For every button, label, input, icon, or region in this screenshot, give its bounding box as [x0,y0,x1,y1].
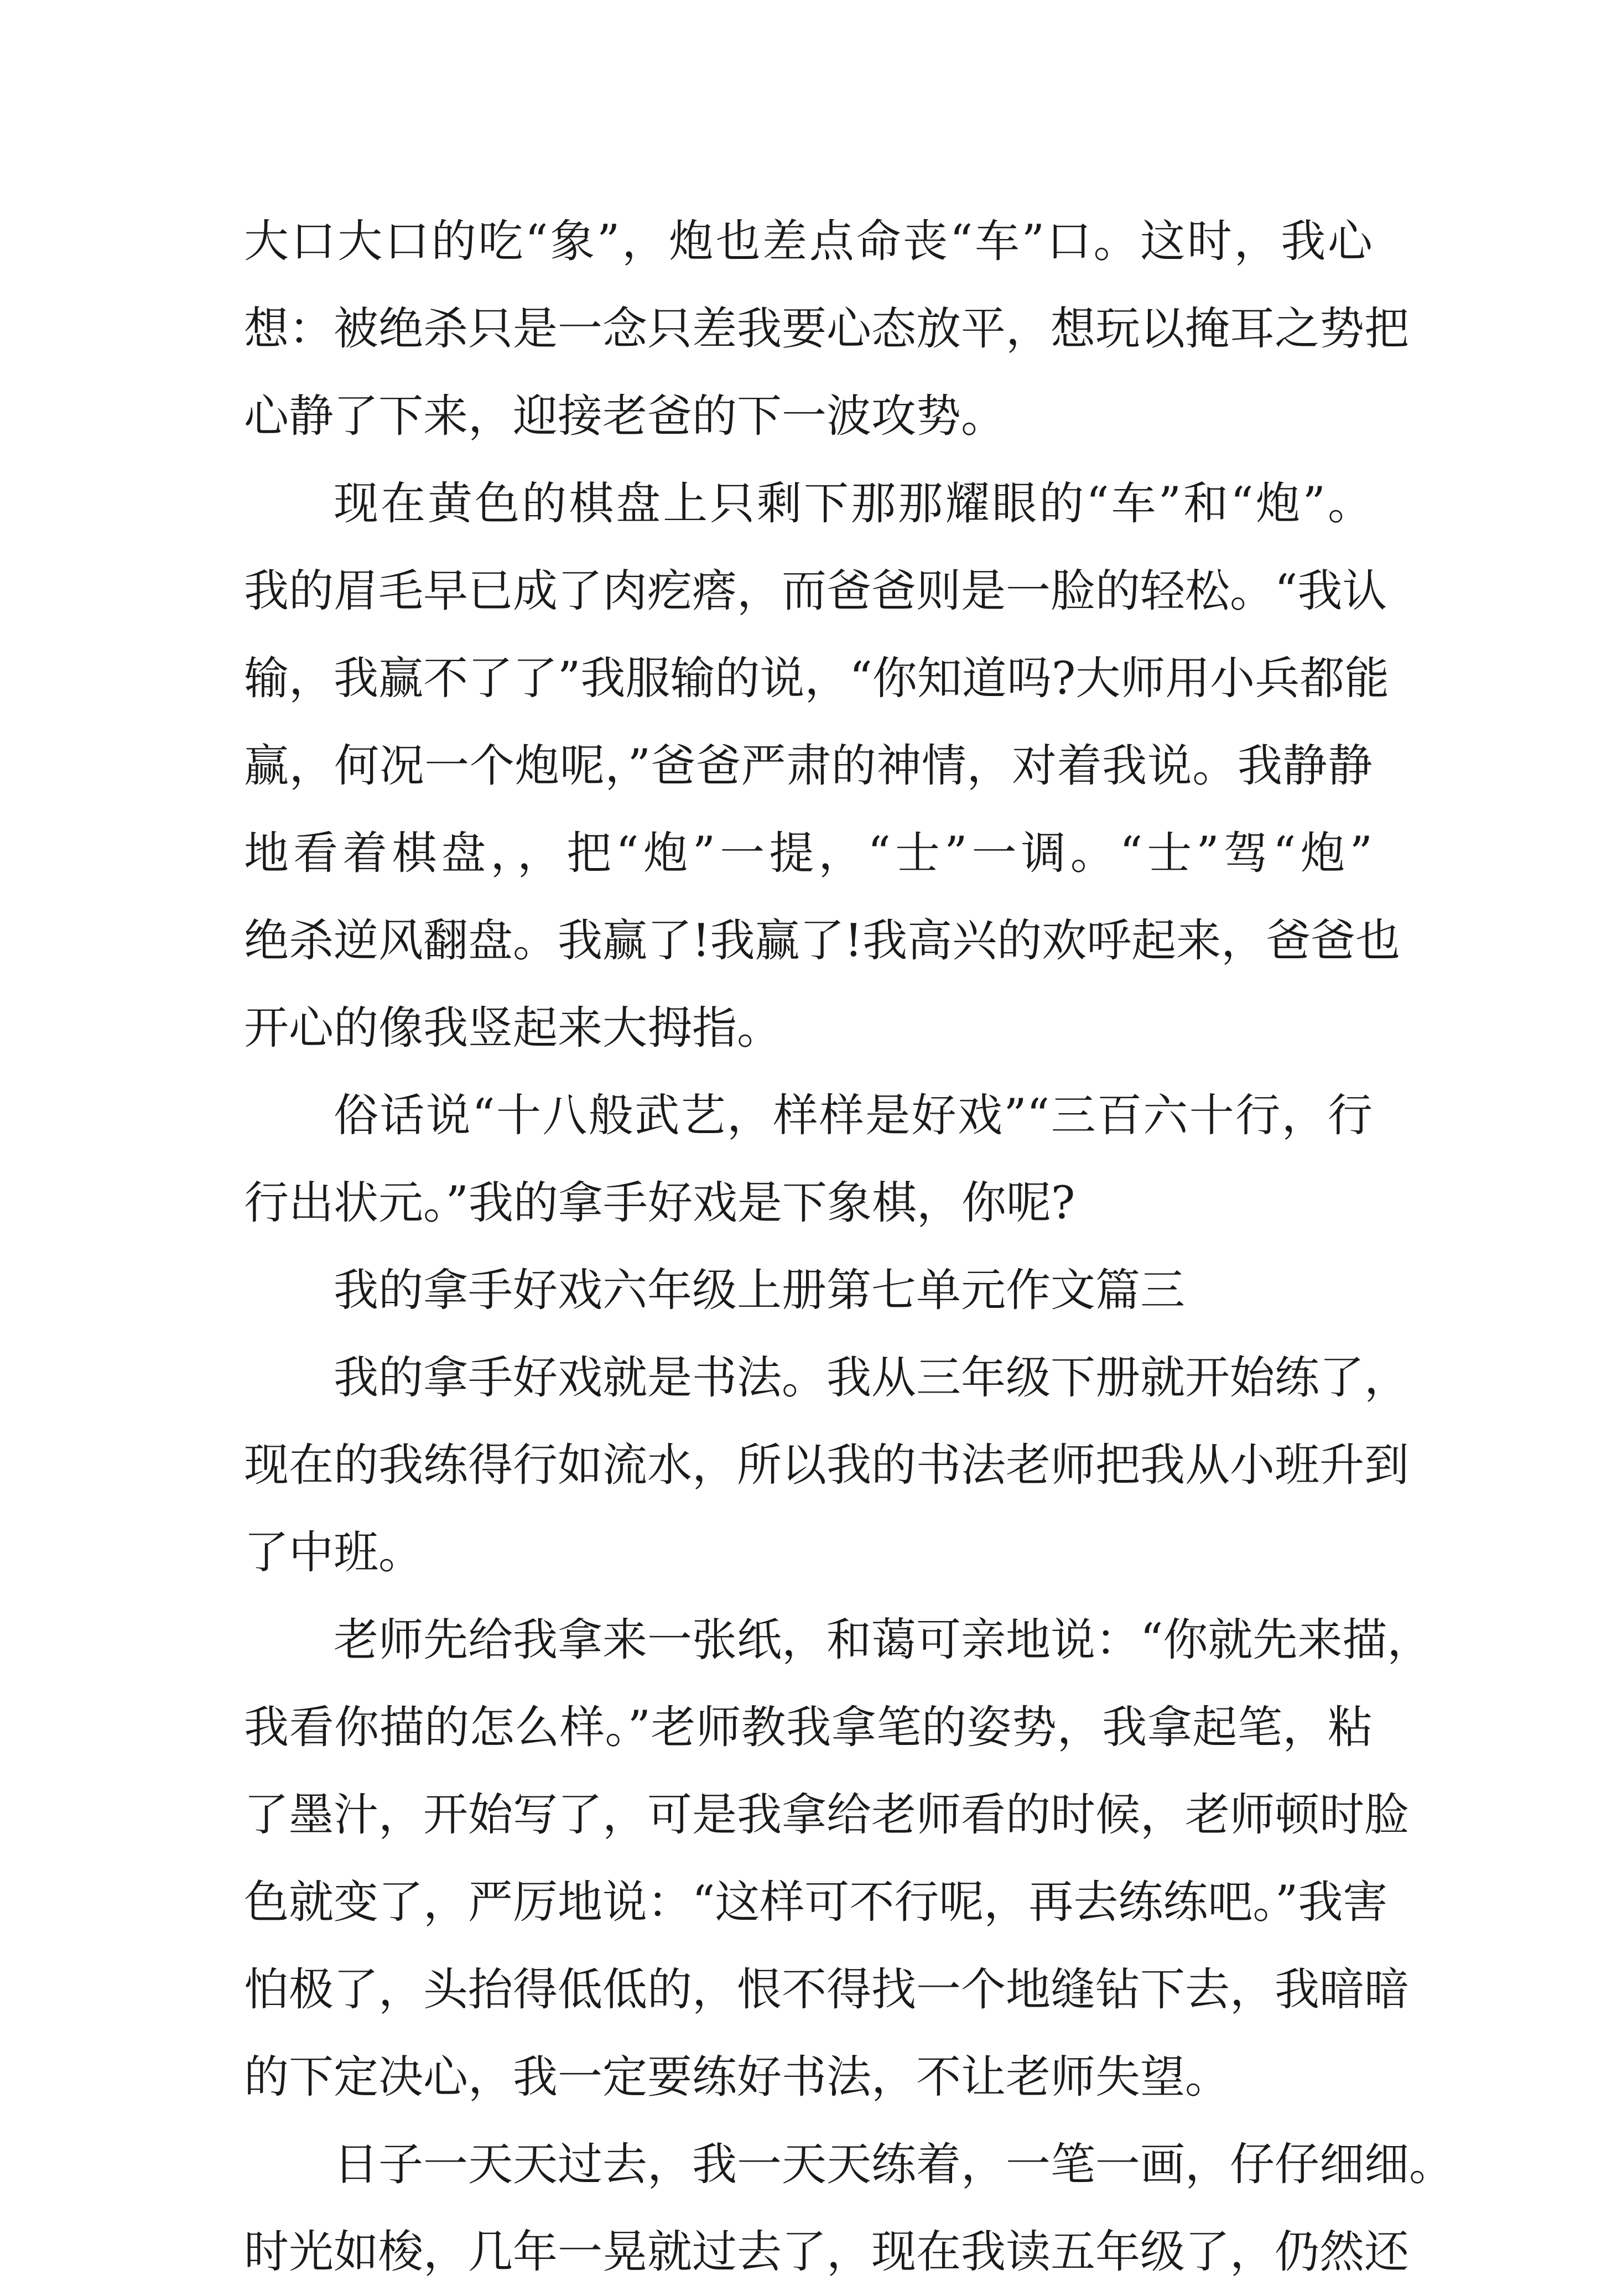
paragraph-start-line: 俗话说“十八般武艺，样样是好戏”“三百六十行，行 [334,1090,1373,1142]
paragraph-start-line: 老师先给我拿来一张纸，和蔼可亲地说：“你就先来描， [334,1614,1432,1666]
text-line: 的下定决心，我一定要练好书法，不让老师失望。 [244,2051,1230,2103]
text-line: 行出状元。”我的拿手好戏是下象棋，你呢? [244,1177,1075,1229]
text-line: 时光如梭，几年一晃就过去了，现在我读五年级了，仍然还 [244,2226,1410,2278]
text-line: 怕极了，头抬得低低的，恨不得找一个地缝钻下去，我暗暗 [244,1964,1410,2016]
text-line: 了墨汁，开始写了，可是我拿给老师看的时候，老师顿时脸 [244,1789,1410,1841]
text-line: 赢，何况一个炮呢，”爸爸严肃的神情，对着我说。我静静 [244,740,1373,792]
text-line: 绝杀逆风翻盘。我赢了!我赢了!我高兴的欢呼起来，爸爸也 [244,915,1401,967]
text-line: 心静了下来，迎接老爸的下一波攻势。 [244,391,1006,443]
text-line: 了中班。 [244,1527,424,1579]
article-body [244,198,1454,2296]
text-line: 我的眉毛早已成了肉疙瘩，而爸爸则是一脸的轻松。“我认 [244,565,1387,617]
text-line: 开心的像我竖起来大拇指。 [244,1002,782,1055]
paragraph-start-line: 我的拿手好戏就是书法。我从三年级下册就开始练了， [334,1352,1410,1404]
text-line: 我看你描的怎么样。”老师教我拿笔的姿势，我拿起笔，粘 [244,1702,1373,1754]
text-line: 地看着棋盘，，把“炮”一提，“士”一调。“士”驾“炮” [244,828,1373,880]
section-heading: 我的拿手好戏六年级上册第七单元作文篇三 [334,1265,1186,1317]
text-line: 大口大口的吃“象”，炮也差点命丧“车”口。这时，我心 [244,216,1373,268]
text-line: 想：被绝杀只是一念只差我要心态放平，想玩以掩耳之势把 [244,303,1410,355]
text-line: 色就变了，严厉地说：“这样可不行呢，再去练练吧。”我害 [244,1877,1388,1929]
paragraph-start-line: 现在黄色的棋盘上只剩下那那耀眼的“车”和“炮”。 [334,478,1373,530]
paragraph-start-line: 日子一天天过去，我一天天练着，一笔一画，仔仔细细。 [334,2139,1454,2191]
text-line: 输，我赢不了了”我服输的说，“你知道吗?大师用小兵都能 [244,653,1390,705]
text-line: 现在的我练得行如流水，所以我的书法老师把我从小班升到 [244,1440,1410,1492]
